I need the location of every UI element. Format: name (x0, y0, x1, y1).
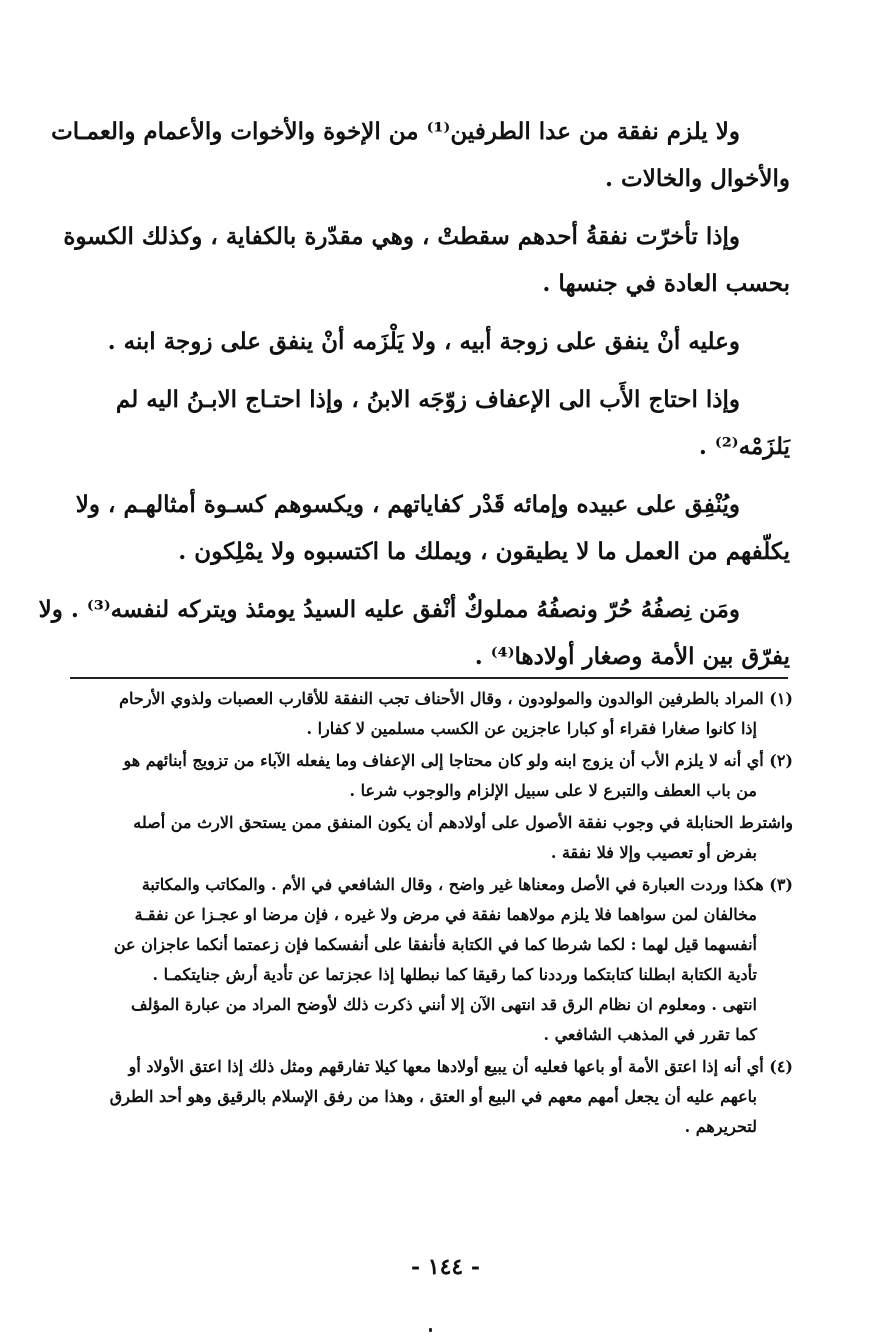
footnote-2-continuation (75, 808, 793, 868)
paragraph-line: والأخوال والخالات . (605, 165, 790, 192)
footnote-line: (٣) هكذا وردت العبارة في الأصل ومعناها غير واضح ، وقال الشافعي في الأم . والمكاتب والمكاتبة (141, 875, 793, 894)
paragraph-line: يفرّق بين الأمة وصغار أولادها⁽⁴⁾ . (474, 643, 790, 670)
footnote-line: مخالفان لمن سواهما فلا يلزم مولاهما نفقة في مرض ولا غيره ، فإن مرضا او عجـزا عن نفقـة (134, 905, 757, 924)
footnote-line: إذا كانوا صغارا فقراء أو كبارا عاجزين عن الكسب مسلمين لا كفارا . (306, 719, 757, 738)
paragraph-6 (38, 586, 790, 680)
main-text (38, 108, 790, 691)
footnote-line: (١) المراد بالطرفين الوالدون والمولودون ، وقال الأحناف تجب النفقة للأقارب العصبات ولذوي الأرحام (119, 689, 793, 708)
paragraph-line: وإذا احتاج الأَب الى الإعفاف زوّجَه الابنُ ، وإذا احتـاج الابـنُ اليه لم (115, 386, 740, 413)
footnote-line: انتهى . ومعلوم ان نظام الرق قد انتهى الآن إلا أنني ذكرت ذلك لأوضح المراد من عبارة المؤلف (131, 995, 757, 1014)
footnote-line: بفرض أو تعصيب وإلا فلا نفقة . (550, 843, 757, 862)
footnote-line: (٢) أي أنه لا يلزم الأب أن يزوج ابنه ولو كان محتاجا إلى الإعفاف وما يفعله الآباء من تزويج أبنائهم هو (123, 751, 793, 770)
footnote-line: من باب العطف والتبرع لا على سبيل الإلزام والوجوب شرعا . (349, 781, 757, 800)
footnote-line: تأدية الكتابة ابطلنا كتابتكما ورددنا كما رقيقا كما نبطلها إذا عجزتما عن تأدية أرش جنايتكمـا . (152, 965, 757, 984)
paragraph-line: ولا يلزم نفقة من عدا الطرفين⁽¹⁾ من الإخوة والأخوات والأعمام والعمـات (51, 118, 740, 145)
footnote-divider (70, 677, 788, 679)
footnote-2 (75, 746, 793, 806)
footnote-line: (٤) أي أنه إذا اعتق الأمة أو باعها فعليه أن يبيع أولادها معها كيلا تفارقهم ومثل ذلك إذا اعتق الأولاد أو (128, 1057, 793, 1076)
footnote-line: واشترط الحنابلة في وجوب نفقة الأصول على أولادهم أن يكون المنفق ممن يستحق الارث من أصله (133, 813, 793, 832)
paragraph-line: ويُنْفِق على عبيده وإمائه قَدْر كفاياتهم ، ويكسوهم كسـوة أمثالهـم ، ولا (75, 491, 740, 518)
paragraph-line: يكلّفهم من العمل ما لا يطيقون ، ويملك ما اكتسبوه ولا يمْلِكون . (178, 538, 790, 565)
paragraph-line: وعليه أنْ ينفق على زوجة أبيه ، ولا يَلْزَمه أنْ ينفق على زوجة ابنه . (107, 328, 740, 355)
paragraph-line: يَلزَمْه⁽²⁾ . (698, 433, 790, 460)
paragraph-2 (63, 213, 790, 307)
footnote-line: لتحريرهم . (684, 1117, 757, 1136)
scan-speck (429, 1328, 432, 1332)
footnote-line: أنفسهما قيل لهما : لكما شرطا كما في الكتابة فأنفقا على أنفسكما فإن زعمتما أنكما عاجزان عن (113, 935, 757, 954)
paragraph-line: ومَن نِصفُهُ حُرّ ونصفُهُ مملوكٌ أنْفق عليه السيدُ يومئذ ويتركه لنفسه⁽³⁾ . ولا (38, 596, 740, 623)
paragraph-5 (70, 481, 790, 575)
page-number: - ١٤٤ - (410, 1254, 481, 1280)
footnote-3 (75, 870, 793, 1050)
footnote-1 (75, 684, 793, 744)
footnotes (75, 684, 793, 1144)
paragraph-1 (51, 108, 790, 202)
footnote-4 (75, 1052, 793, 1142)
paragraph-line: وإذا تأخرّت نفقةُ أحدهم سقطتْ ، وهي مقدّرة بالكفاية ، وكذلك الكسوة (63, 223, 740, 250)
paragraph-3 (70, 318, 790, 365)
footnote-line: كما تقرر في المذهب الشافعي . (543, 1025, 757, 1044)
footnote-line: باعهم عليه أن يجعل أمهم معهم في البيع أو العتق ، وهذا من رفق الإسلام بالرقيق وهو أحد الطرق (109, 1087, 757, 1106)
paragraph-4 (70, 376, 790, 470)
paragraph-line: بحسب العادة في جنسها . (542, 270, 790, 297)
